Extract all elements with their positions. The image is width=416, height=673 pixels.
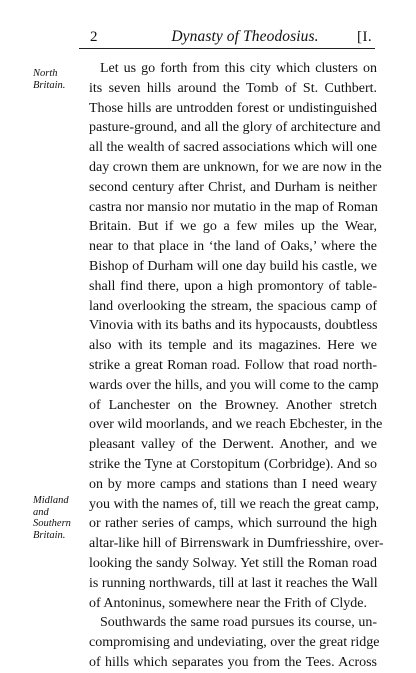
body-text: [89, 59, 384, 673]
text-line: Let us go forth from this city which clusters on: [100, 61, 377, 76]
text-line: strike a great Roman road. Follow that road north-: [89, 357, 377, 373]
text-line: day crown them are unknown, for we are now in the: [89, 159, 382, 175]
text-line: Britain. But if we go a few miles up the Wear,: [89, 219, 377, 235]
text-line: compromising and undeviating, over the great ridge: [89, 635, 380, 651]
text-line: strike the Tyne at Corstopitum (Corbridge). And so: [89, 456, 377, 472]
text-line: is running northwards, till at last it reaches the Wall: [89, 575, 378, 591]
text-line: Those hills are untrodden forest or undistinguished: [89, 100, 377, 116]
sidenote-north-britain: [33, 68, 83, 91]
text-line: pleasant valley of the Derwent. Another, and we: [89, 437, 377, 453]
running-header: [79, 27, 375, 47]
page-number: 2: [90, 29, 98, 45]
sidenote-line: Midland: [33, 495, 69, 506]
text-line: second century after Christ, and Durham is neither: [89, 179, 377, 195]
sidenote-line: and: [33, 506, 49, 518]
text-line: shall find there, upon a high promontory of table-: [89, 278, 377, 294]
text-line: on by more camps and stations than I need weary: [89, 476, 377, 492]
sidenote-line: Southern: [33, 518, 71, 529]
running-title: Dynasty of Theodosius.: [171, 28, 319, 45]
sidenote-line: Britain.: [33, 529, 66, 541]
text-line: near to that place in ‘the land of Oaks,’ where the: [89, 239, 377, 255]
text-line: over wild moorlands, and we reach Ebchester, in the: [89, 417, 383, 433]
text-line: Vinovia with its baths and its hypocausts, doubtless: [89, 318, 378, 334]
section-mark: [I.: [357, 29, 372, 45]
text-line: altar-like hill of Birrenswark in Dumfriesshire, over-: [89, 536, 384, 552]
text-line: its seven hills around the Tomb of St. Cuthbert.: [89, 80, 377, 96]
text-line: also with its temple and its magazines. Here we: [89, 338, 377, 354]
sidenote-midland-southern-britain: [33, 495, 83, 541]
sidenote-line: North: [33, 68, 58, 79]
text-line: Bishop of Durham will one day build his castle, we: [89, 258, 377, 274]
text-line: pasture-ground, and all the glory of architecture and: [89, 120, 381, 136]
text-line: Southwards the same road pursues its course, un-: [100, 615, 377, 631]
text-line: of hills which separates you from the Tees. Across: [89, 654, 377, 670]
text-line: or rather series of camps, which surround the high: [89, 516, 377, 532]
text-line: castra nor mansio nor mutatio in the map of Roman: [89, 199, 378, 215]
text-line: of Lanchester on the Browney. Another stretch: [89, 397, 377, 413]
sidenote-line: Britain.: [33, 79, 66, 91]
text-line: of Antoninus, somewhere near the Frith of Clyde.: [89, 595, 368, 611]
text-line: looking the sandy Solway. Yet still the Roman road: [89, 555, 377, 571]
text-line: wards over the hills, and you will come to the camp: [89, 377, 379, 393]
header-rule: [79, 48, 375, 49]
text-line: land overlooking the stream, the spacious camp of: [89, 298, 377, 314]
text-line: all the wealth of sacred associations which will one: [89, 140, 377, 156]
text-line: you with the names of, till we reach the great camp,: [89, 496, 380, 512]
